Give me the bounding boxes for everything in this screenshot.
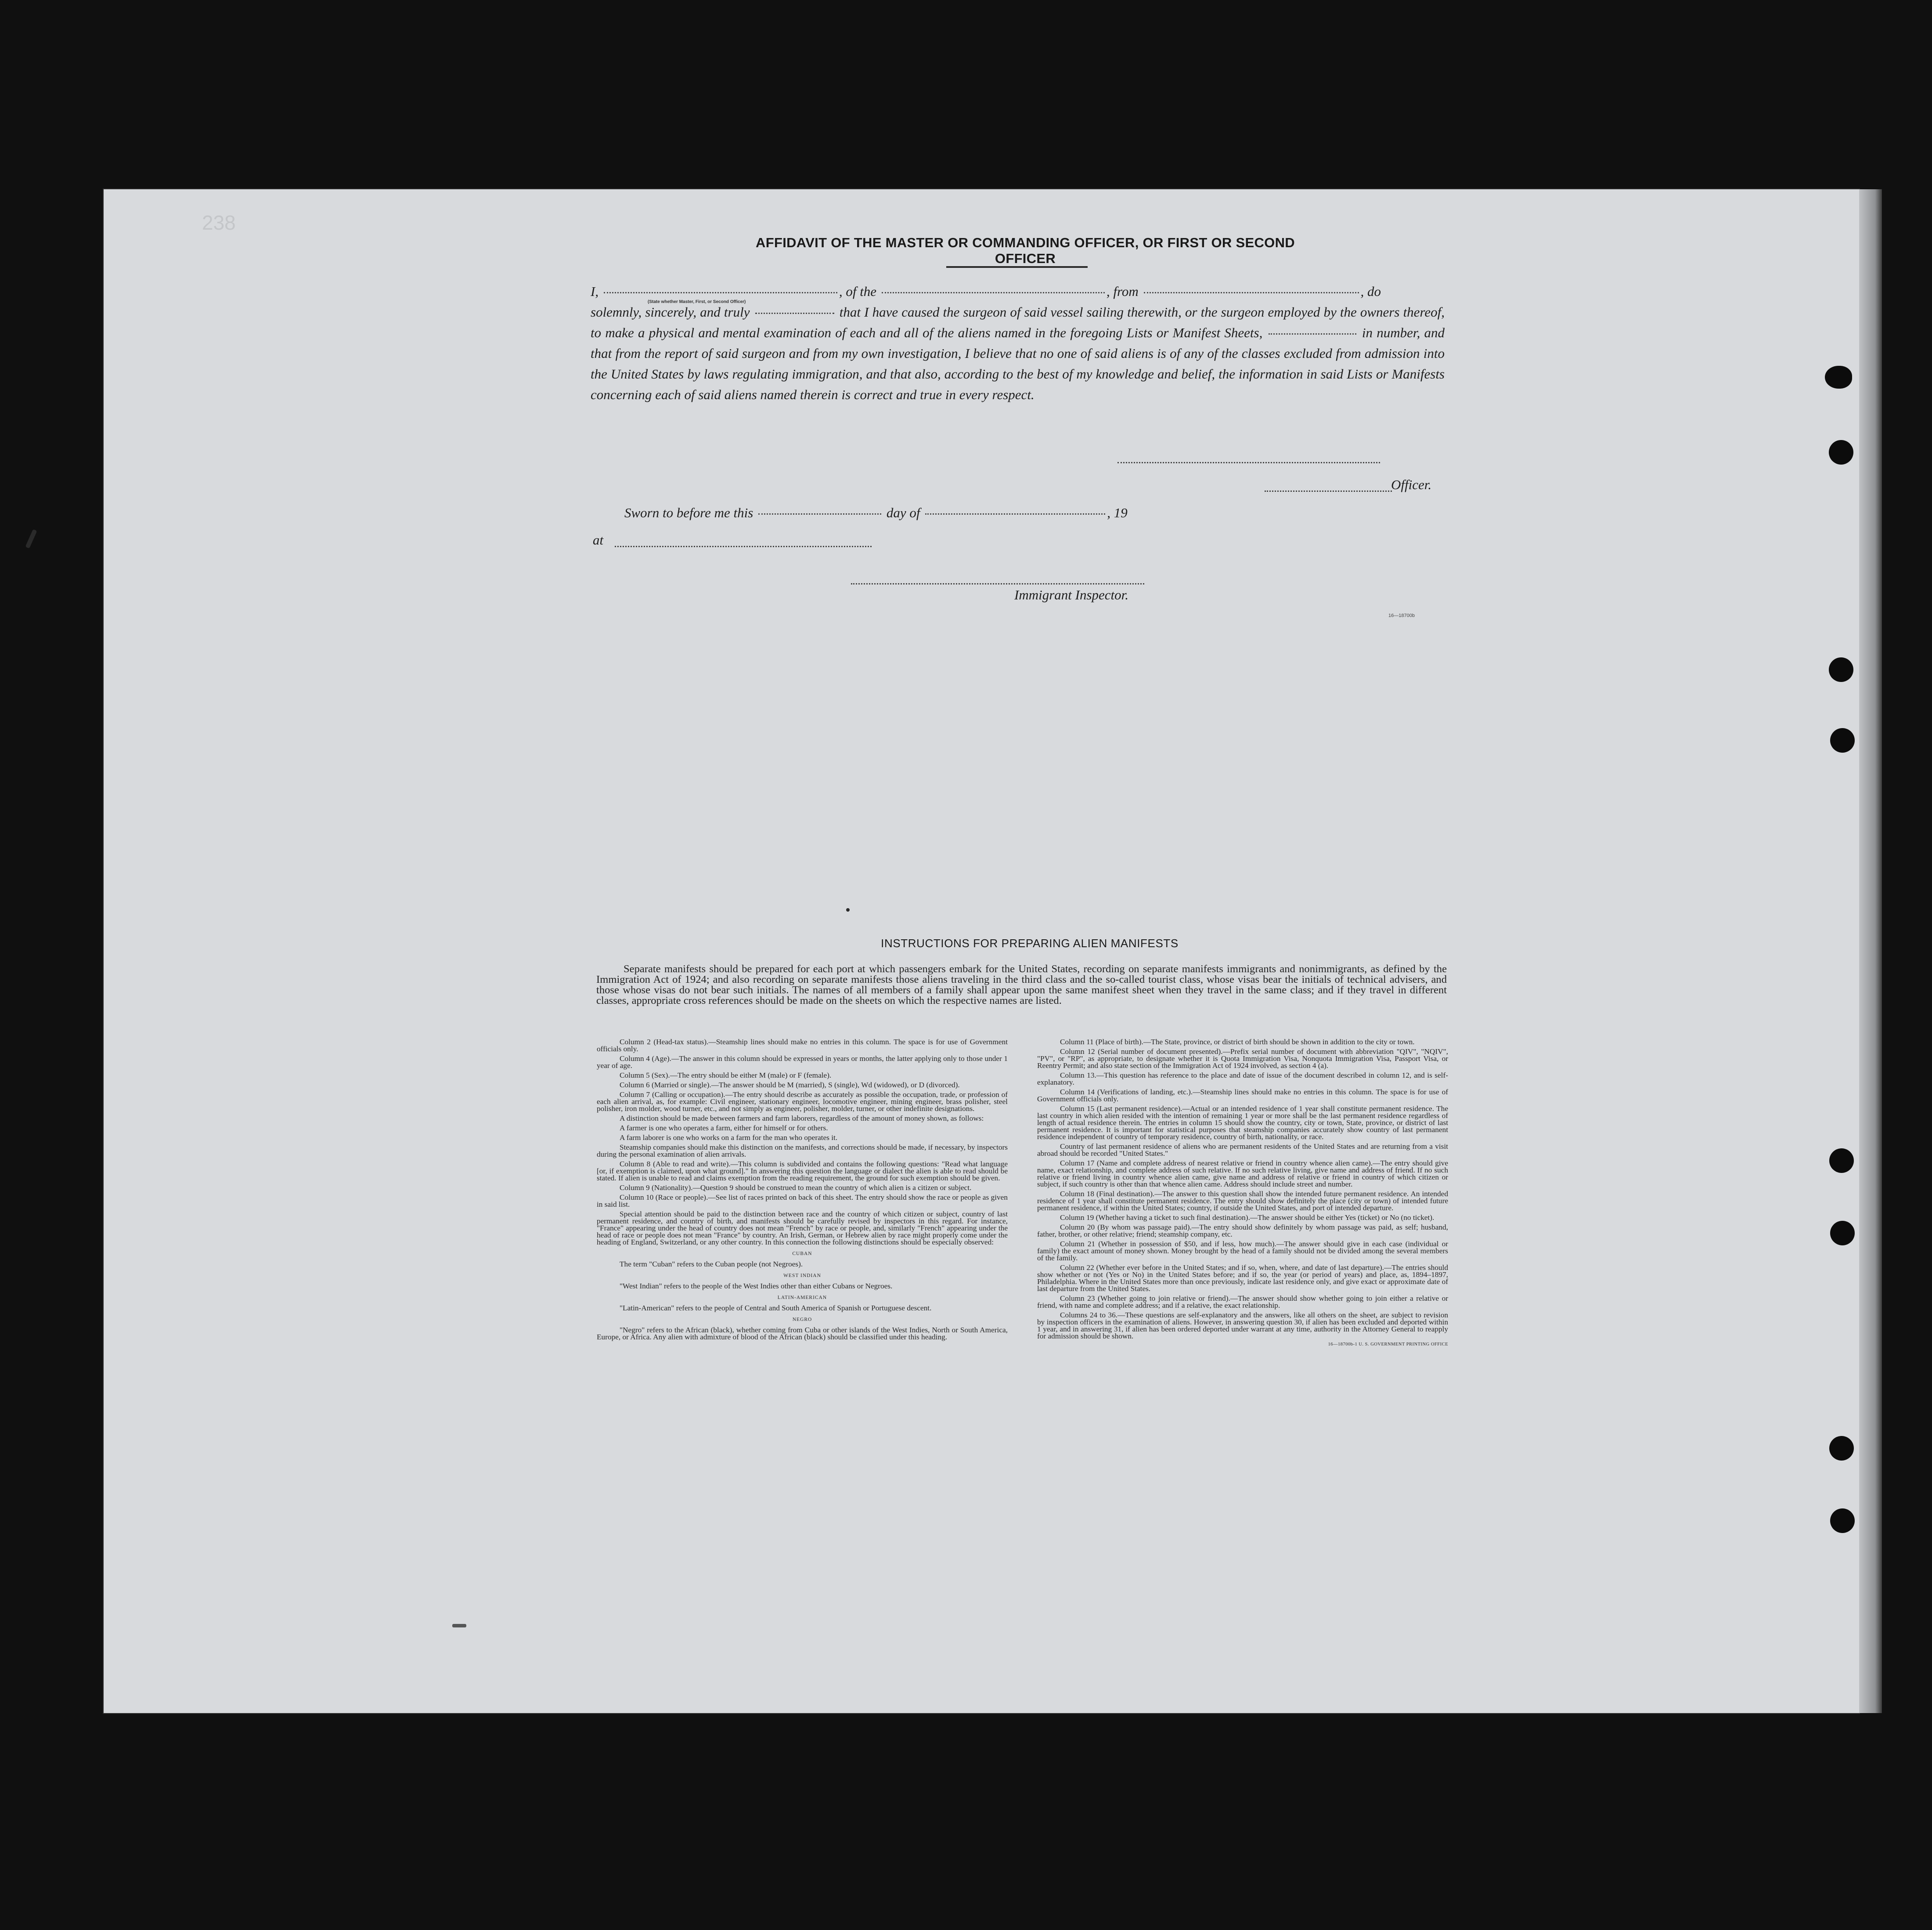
instruction-paragraph: Column 9 (Nationality).—Question 9 should be construed to mean the country of which alien is a citizen or subject.	[620, 1183, 972, 1192]
instructions-title: INSTRUCTIONS FOR PREPARING ALIEN MANIFESTS	[881, 937, 1179, 950]
instruction-paragraph: Column 21 (Whether in possession of $50, and if less, how much).—The answer should give in each case (individual or family) the exact amount of money shown. Money brought by the head of a family should not be divided among the several members of the family.	[1037, 1240, 1448, 1262]
sworn-day-blank[interactable]	[758, 513, 881, 515]
instruction-paragraph: Column 10 (Race or people).—See list of races printed on back of this sheet. The entry should show the race or people as given in said list.	[597, 1193, 1008, 1209]
binder-hole	[1829, 657, 1853, 682]
instructions-intro	[596, 964, 1447, 1006]
sworn-label: Sworn to before me this	[624, 505, 753, 520]
binder-hole	[1829, 1436, 1854, 1461]
title-rule	[946, 266, 1088, 268]
negro-definition: "Negro" refers to the African (black), whether coming from Cuba or other islands of the West Indies, North or South America, Europe, or Africa. Any alien with admixture of blood of the African (black) should be classified under this heading.	[597, 1326, 1008, 1341]
affidavit-title: AFFIDAVIT OF THE MASTER OR COMMANDING OFFICER, OR FIRST OR SECOND OFFICER	[756, 235, 1295, 266]
from-label: , from	[1106, 284, 1139, 299]
instruction-paragraph: Column 7 (Calling or occupation).—The entry should describe as accurately as possible the occupation, trade, or profession of each alien arrival, as, for example: Civil engineer, stationary engineer, locomotive engineer, mining engineer, brass polisher, steel polisher, iron molder, wood turner, etc., and not simply as engineer, polisher, molder, turner, or other indefinite designations.	[597, 1090, 1008, 1113]
form-code: 16—18700b	[1388, 613, 1415, 618]
intro-paragraph: Separate manifests should be prepared for each port at which passengers embark for the United States, recording on separate manifests immigrants and nonimmigrants, as defined by the Immigration Act of 1924; and also recording on separate manifests those aliens traveling in the third class and the so-called tourist class, whose visas bear the initials of technical advisers, and those whose visas do not bear such initials. The names of all members of a family shall appear upon the same manifest sheet when they travel in the same class; and if they travel in different classes, appropriate cross references should be made on the sheets on which the respective names are listed.	[596, 963, 1447, 1006]
instruction-paragraph: Column 11 (Place of birth).—The State, province, or district of birth should be shown in addition to the city or town.	[1060, 1038, 1415, 1046]
stray-mark	[25, 529, 37, 548]
instruction-paragraph: A farm laborer is one who works on a farm for the man who operates it.	[620, 1133, 838, 1142]
binder-hole	[1825, 366, 1852, 389]
do-label: , do	[1360, 284, 1381, 299]
stray-mark	[452, 1624, 466, 1627]
sworn-line	[624, 505, 1128, 521]
instruction-paragraph: A farmer is one who operates a farm, either for himself or for others.	[620, 1124, 828, 1132]
at-label: at	[593, 532, 604, 548]
inspector-label: Immigrant Inspector.	[1014, 587, 1129, 602]
faint-page-number: 238	[202, 211, 236, 234]
stray-dot	[846, 908, 850, 912]
instruction-paragraph: Column 8 (Able to read and write).—This column is subdivided and contains the following questions: "Read what language [or, if exemption is claimed, upon what ground]." In answering this question the language or dialect the alien is able to read should be stated. If alien is unable to read and claims exemption from the reading requirement, the ground for such exemption should be given.	[597, 1160, 1008, 1182]
binder-hole	[1830, 1508, 1855, 1533]
signature-line[interactable]	[1117, 462, 1380, 463]
instruction-paragraph: Steamship companies should make this distinction on the manifests, and corrections should be made, if necessary, by inspectors during the personal examination of alien arrivals.	[597, 1143, 1008, 1158]
state-rank-note: (State whether Master, First, or Second Officer)	[648, 299, 746, 304]
instruction-paragraph: Country of last permanent residence of aliens who are permanent residents of the United States and are returning from a visit abroad should be recorded "United States."	[1037, 1142, 1448, 1158]
instruction-paragraph: Column 22 (Whether ever before in the United States; and if so, when, where, and date of last departure).—The entries should show whether or not (Yes or No) in the United States before; and if so, the year (or period of years) and place, as, 1894–1897, Philadelphia. Where in the United States more than once previously, indicate last residence only, and give exact or approximate date of last departure from the United States.	[1037, 1263, 1448, 1293]
place-blank[interactable]	[615, 546, 872, 547]
solemnly-text: solemnly, sincerely, and truly	[591, 304, 750, 320]
binder-hole	[1829, 1148, 1854, 1173]
year-label: , 19	[1107, 505, 1128, 520]
instruction-paragraph: Column 23 (Whether going to join relative or friend).—The answer should show whether going to join either a relative or friend, with name and complete address; and if a relative, the exact relationship.	[1037, 1294, 1448, 1310]
officer-label: Officer.	[1391, 477, 1432, 492]
instruction-paragraph: Column 13.—This question has reference to the place and date of issue of the document described in column 12, and is self-explanatory.	[1037, 1071, 1448, 1086]
printing-note: 16—18700b-1 U. S. GOVERNMENT PRINTING OFFICE	[1328, 1342, 1448, 1347]
latin-american-heading: LATIN-AMERICAN	[777, 1295, 827, 1300]
instruction-paragraph: Column 20 (By whom was passage paid).—The entry should show definitely by whom passage was paid, as self; husband, father, brother, or other relative; friend; steamship company, etc.	[1037, 1223, 1448, 1238]
date-blank[interactable]	[755, 313, 834, 314]
affidavit-line-2: that I have caused the surgeon of said vessel sailing therewith, or the surgeon employed by the owners thereof, to make a physical and mental examination of each and all of the aliens named in the foregoing Lists or Manifest Sheets,	[591, 304, 1445, 340]
cuban-heading: CUBAN	[792, 1251, 812, 1256]
instruction-paragraph: Columns 24 to 36.—These questions are self-explanatory and the answers, like all others on the sheet, are subject to revision by inspection officers in the examination of aliens. However, in answering question 30, if alien has been excluded and deported within 1 year, and in answering 31, if alien has been ordered deported under warrant at any time, authority in the Attorney General to reapply for admission should be shown.	[1037, 1311, 1448, 1340]
latin-american-definition: "Latin-American" refers to the people of Central and South America of Spanish or Portuguese descent.	[620, 1304, 932, 1312]
west-indian-heading: WEST INDIAN	[783, 1273, 821, 1278]
instruction-paragraph: Column 6 (Married or single).—The answer should be M (married), S (single), Wd (widowed), or D (divorced).	[620, 1081, 960, 1089]
sheet-edge	[1859, 189, 1882, 1713]
instruction-paragraph: Column 15 (Last permanent residence).—Actual or an intended residence of 1 year shall constitute permanent residence. The last country in which alien resided with the intention of remaining 1 year or more shall be the last permanent residence regardless of length of actual residence therein. The entries in column 15 should show the country, city or town, State, province, or district of last permanent residence. It is important for statistical purposes that steamship companies accurately show country of last permanent residence independent of country of temporary residence, country of birth, nationality, or race.	[1037, 1104, 1448, 1141]
sheet-count-blank[interactable]	[1269, 333, 1356, 335]
negro-heading: NEGRO	[792, 1317, 812, 1322]
instruction-paragraph: Column 17 (Name and complete address of nearest relative or friend in country whence alien came).—The entry should give name, exact relationship, and complete address of such relative. If no such relative living, give name and address of friend. If no such relative or friend living in country whence alien came, give name and address of relative or friend in country of which citizen or subject, if such country is other than that whence alien came. Address should include street and number.	[1037, 1159, 1448, 1188]
instruction-paragraph: Column 4 (Age).—The answer in this column should be expressed in years or months, the latter applying only to those under 1 year of age.	[597, 1054, 1008, 1070]
officer-title-line[interactable]	[1265, 491, 1392, 492]
instructions-left-column	[597, 1039, 1008, 1341]
printing-office-line	[1037, 1340, 1448, 1348]
vessel-name-blank[interactable]	[882, 292, 1105, 293]
instruction-paragraph: Column 2 (Head-tax status).—Steamship lines should make no entries in this column. The space is for use of Government officials only.	[597, 1038, 1008, 1053]
instruction-paragraph: Column 18 (Final destination).—The answer to this question shall show the intended future permanent residence. An intended residence of 1 year shall constitute permanent residence. The entry should show definitely the place (city or town) of intended future permanent residence, if within the United States; country, if outside the United States, and port of intended departure.	[1037, 1190, 1448, 1212]
sworn-month-blank[interactable]	[925, 513, 1105, 515]
of-the-label: , of the	[839, 284, 877, 299]
instructions-right-column	[1037, 1039, 1448, 1351]
binder-hole	[1830, 1221, 1855, 1245]
instruction-paragraph: A distinction should be made between farmers and farm laborers, regardless of the amount of money shown, as follows:	[620, 1114, 984, 1122]
binder-hole	[1829, 440, 1853, 465]
from-port-blank[interactable]	[1144, 292, 1359, 293]
instruction-paragraph: Column 19 (Whether having a ticket to such final destination).—The answer should be either Yes (ticket) or No (no ticket).	[1060, 1213, 1435, 1222]
instruction-paragraph: Column 5 (Sex).—The entry should be either M (male) or F (female).	[620, 1071, 832, 1079]
manifest-sheet	[104, 189, 1859, 1713]
inspector-signature-line[interactable]	[851, 583, 1144, 584]
instruction-paragraph: Special attention should be paid to the distinction between race and the country of which citizen or subject, country of last permanent residence, and country of birth, and manifests should be carefully revised by inspectors in this regard. For instance, "France" appearing under the head of country does not mean "French" by race or people, and, similarly "French" appearing under the head of race or people does not mean "France" by country. An Irish, German, or Hebrew alien by race might properly come under the heading of England, Switzerland, or any other country. In this connection the following distinctions should be especially observed:	[597, 1210, 1008, 1246]
officer-rank-blank[interactable]	[604, 292, 837, 293]
i-label: I,	[591, 284, 599, 299]
cuban-definition: The term "Cuban" refers to the Cuban people (not Negroes).	[620, 1260, 803, 1268]
instruction-paragraph: Column 14 (Verifications of landing, etc.).—Steamship lines should make no entries in this column. The space is for use of Government officials only.	[1037, 1088, 1448, 1103]
affidavit-line-3: in number, and that from the report of said surgeon and from my own investigation, I believe that no one of said aliens is of any of the classes excluded from admission into the United States by laws regulating immigration, and that also, according to the best of my knowledge and belief, the information in said Lists or Manifests concerning each of said aliens named therein is correct and true in every respect.	[591, 325, 1445, 402]
instruction-paragraph: Column 12 (Serial number of document presented).—Prefix serial number of document with abbreviation "QIV", "NQIV", "PV", or "RP", as appropriate, to designate whether it is Quota Immigration Visa, Nonquota Immigration Visa, Passport Visa, or Reentry Permit; and also state section of the Immigration Act of 1924 involved, as section 4 (a).	[1037, 1047, 1448, 1070]
binder-hole	[1830, 728, 1855, 753]
west-indian-definition: "West Indian" refers to the people of the West Indies other than either Cubans or Negroes.	[620, 1282, 893, 1290]
day-of-label: day of	[886, 505, 920, 520]
